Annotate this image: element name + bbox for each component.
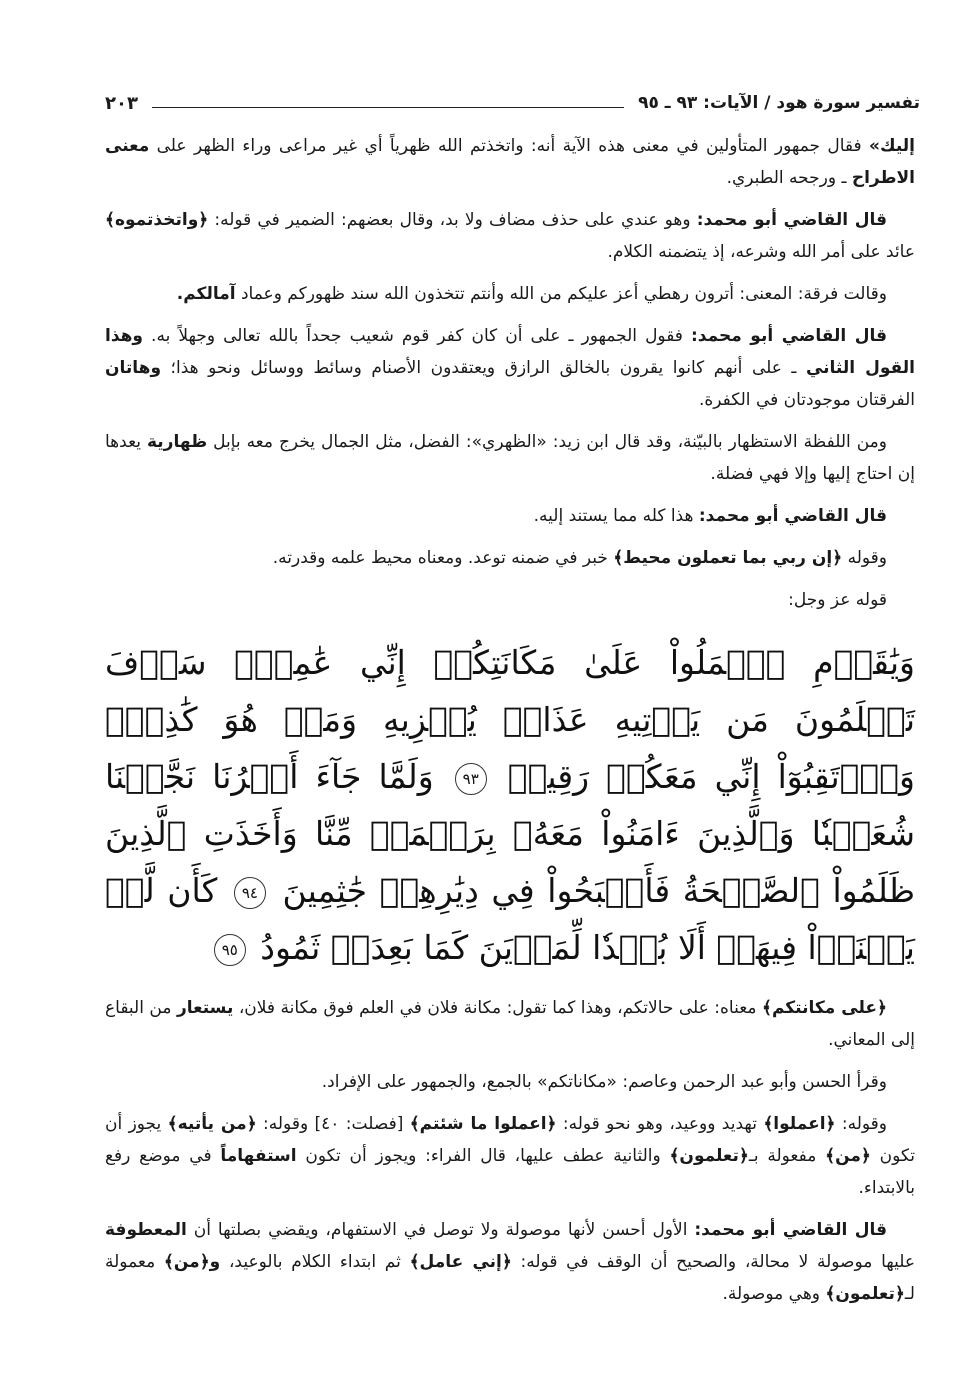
- text: يعدها إن احتاج إليها وإلا فهي فضلة.: [105, 432, 915, 484]
- paragraph-6: [105, 500, 915, 532]
- paragraph-7: [105, 542, 915, 574]
- paragraph-3: [105, 278, 915, 310]
- text: وقوله: [842, 548, 887, 568]
- text: تهديد ووعيد، وهو نحو قوله:: [556, 1114, 764, 1134]
- text: ومن اللفظة الاستظهار بالبيّنة، وقد قال ابن زيد: «الظهري»: الفضل، مثل الجمال يخرج معه بإبل: [207, 432, 887, 452]
- text: وقوله:: [835, 1114, 888, 1134]
- header-rule: [152, 107, 624, 108]
- verse-number-94: ٩٤: [234, 877, 266, 909]
- text: وهو عندي على حذف مضاف ولا بد، وقال بعضهم: الضمير في قوله:: [208, 210, 697, 230]
- page-body: [105, 130, 915, 1320]
- text: والثانية عطف عليها، قال الفراء: ويجوز أن تكون: [296, 1146, 670, 1166]
- commentary-3: [105, 1108, 915, 1204]
- text: وقرأ الحسن وأبو عبد الرحمن وعاصم: «مكاناتكم» بالجمع، والجمهور على الإفراد.: [321, 1072, 887, 1092]
- bold-term: يستعار: [176, 998, 234, 1018]
- text: وهي موصولة.: [722, 1284, 826, 1304]
- quran-quote: ﴿تعلمون﴾: [669, 1146, 749, 1166]
- paragraph-2: [105, 204, 915, 268]
- text: فقال جمهور المتأولين في معنى هذه الآية أنه: واتخذتم الله ظهرياً أي غير مراعى وراء الظهر على: [149, 136, 870, 156]
- header-title: تفسير سورة هود / الآيات: ٩٣ ـ ٩٥: [638, 93, 920, 113]
- running-header: [105, 88, 920, 118]
- commentary-2: [105, 1066, 915, 1098]
- bold-term: إليك»: [869, 136, 915, 156]
- text: قوله عز وجل:: [788, 590, 887, 610]
- bold-term: وهذا القول الثاني: [105, 326, 916, 378]
- quran-quote: ﴿إن ربي بما تعملون محيط﴾: [613, 548, 843, 568]
- bold-term: المعطوفة: [105, 1220, 187, 1240]
- bold-term: وهاتان: [105, 358, 162, 378]
- text: الفرقتان موجودتان في الكفرة.: [698, 390, 915, 410]
- paragraph-8: [105, 584, 915, 616]
- text: في موضع رفع بالابتداء.: [105, 1146, 915, 1198]
- quran-quote: ﴿من﴾: [825, 1146, 871, 1166]
- text: خبر في ضمنه توعد. ومعناه محيط علمه وقدرته.: [272, 548, 614, 568]
- speaker-label: قال القاضي أبو محمد:: [698, 506, 887, 526]
- text: عليها موصولة لا محالة، والصحيح أن الوقف في قوله:: [511, 1252, 915, 1272]
- page-number: ٢٠٣: [105, 92, 138, 114]
- bold-term: آمالكم.: [176, 284, 236, 304]
- quran-quote: ﴿اعملوا ما شئتم﴾: [409, 1114, 557, 1134]
- text: يجوز أن تكون: [105, 1114, 916, 1166]
- text: من البقاع إلى المعاني.: [105, 998, 915, 1050]
- quran-quote: ﴿من يأتيه﴾: [167, 1114, 257, 1134]
- quran-quote: ﴿على مكانتكم﴾: [762, 998, 887, 1018]
- text: معمولة لـ: [105, 1252, 915, 1304]
- verse-number-93: ٩٣: [455, 763, 487, 795]
- text: هذا كله مما يستند إليه.: [533, 506, 699, 526]
- text: [فصلت: ٤٠] وقوله:: [256, 1114, 410, 1134]
- speaker-label: قال القاضي أبو محمد:: [696, 210, 887, 230]
- bold-term: معنى الاطراح: [105, 136, 915, 188]
- paragraph-1: [105, 130, 915, 194]
- quran-quote: ﴿واتخذتموه﴾: [105, 210, 209, 230]
- verse-number-95: ٩٥: [214, 934, 246, 966]
- verse-93: وَيَٰقَوۡمِ ٱعۡمَلُواْ عَلَىٰ مَكَانَتِكُمۡ إِنِّي عَٰمِلٞۖ سَوۡفَ تَعۡلَمُونَ مَن يَأۡتِيهِ عَذَابٞ يُخۡزِيهِ وَمَنۡ هُوَ كَٰذِبٞۖ وَٱرۡتَقِبُوٓاْ إِنِّي مَعَكُمۡ رَقِيبٞ: [105, 643, 915, 796]
- speaker-label: قال القاضي أبو محمد:: [690, 326, 887, 346]
- text: ـ على أنهم كانوا يقرون بالخالق الرازق ويعتقدون الأصنام وسائط ووسائل ونحو هذا؛: [161, 358, 806, 378]
- paragraph-4: [105, 320, 915, 416]
- bold-term: ظهارية: [146, 432, 208, 452]
- text: عائد على أمر الله وشرعه، إذ يتضمنه الكلام.: [607, 242, 915, 262]
- quran-verses: [105, 634, 915, 976]
- paragraph-5: [105, 426, 915, 490]
- commentary-4: [105, 1214, 915, 1310]
- quran-quote: ﴿اعملوا﴾: [763, 1114, 836, 1134]
- verse-94: وَلَمَّا جَآءَ أَمۡرُنَا نَجَّيۡنَا شُعَيۡبٗا وَٱلَّذِينَ ءَامَنُواْ مَعَهُۥ بِرَحۡمَةٖ مِّنَّا وَأَخَذَتِ ٱلَّذِينَ ظَلَمُواْ ٱلصَّيۡحَةُ فَأَصۡبَحُواْ فِي دِيَٰرِهِمۡ جَٰثِمِينَ: [105, 757, 915, 910]
- text: ـ ورجحه الطبري.: [726, 168, 852, 188]
- quran-quote: ﴿إني عامل﴾: [409, 1252, 512, 1272]
- text: الأول أحسن لأنها موصولة ولا توصل في الاستفهام، ويقضي بصلتها أن: [186, 1220, 695, 1240]
- speaker-label: قال القاضي أبو محمد:: [694, 1220, 888, 1240]
- quran-quote: ﴿تعلمون﴾: [825, 1284, 905, 1304]
- text: معناه: على حالاتكم، وهذا كما تقول: مكانة فلان في العلم فوق مكانة فلان،: [233, 998, 762, 1018]
- text: فقول الجمهور ـ على أن كان كفر قوم شعيب جحداً بالله تعالى وجهلاً به.: [143, 326, 691, 346]
- text: وقالت فرقة: المعنى: أترون رهطي أعز عليكم من الله وأنتم تتخذون الله سند ظهوركم وعماد: [235, 284, 887, 304]
- text: مفعولة بـ: [748, 1146, 826, 1166]
- quran-quote: و﴿من﴾: [163, 1252, 221, 1272]
- bold-term: استفهاماً: [220, 1146, 297, 1166]
- text: ثم ابتداء الكلام بالوعيد،: [220, 1252, 410, 1272]
- verse-95: كَأَن لَّمۡ يَغۡنَوۡاْ فِيهَآۗ أَلَا بُعۡدٗا لِّمَدۡيَنَ كَمَا بَعِدَتۡ ثَمُودُ: [105, 871, 915, 967]
- commentary-1: [105, 992, 915, 1056]
